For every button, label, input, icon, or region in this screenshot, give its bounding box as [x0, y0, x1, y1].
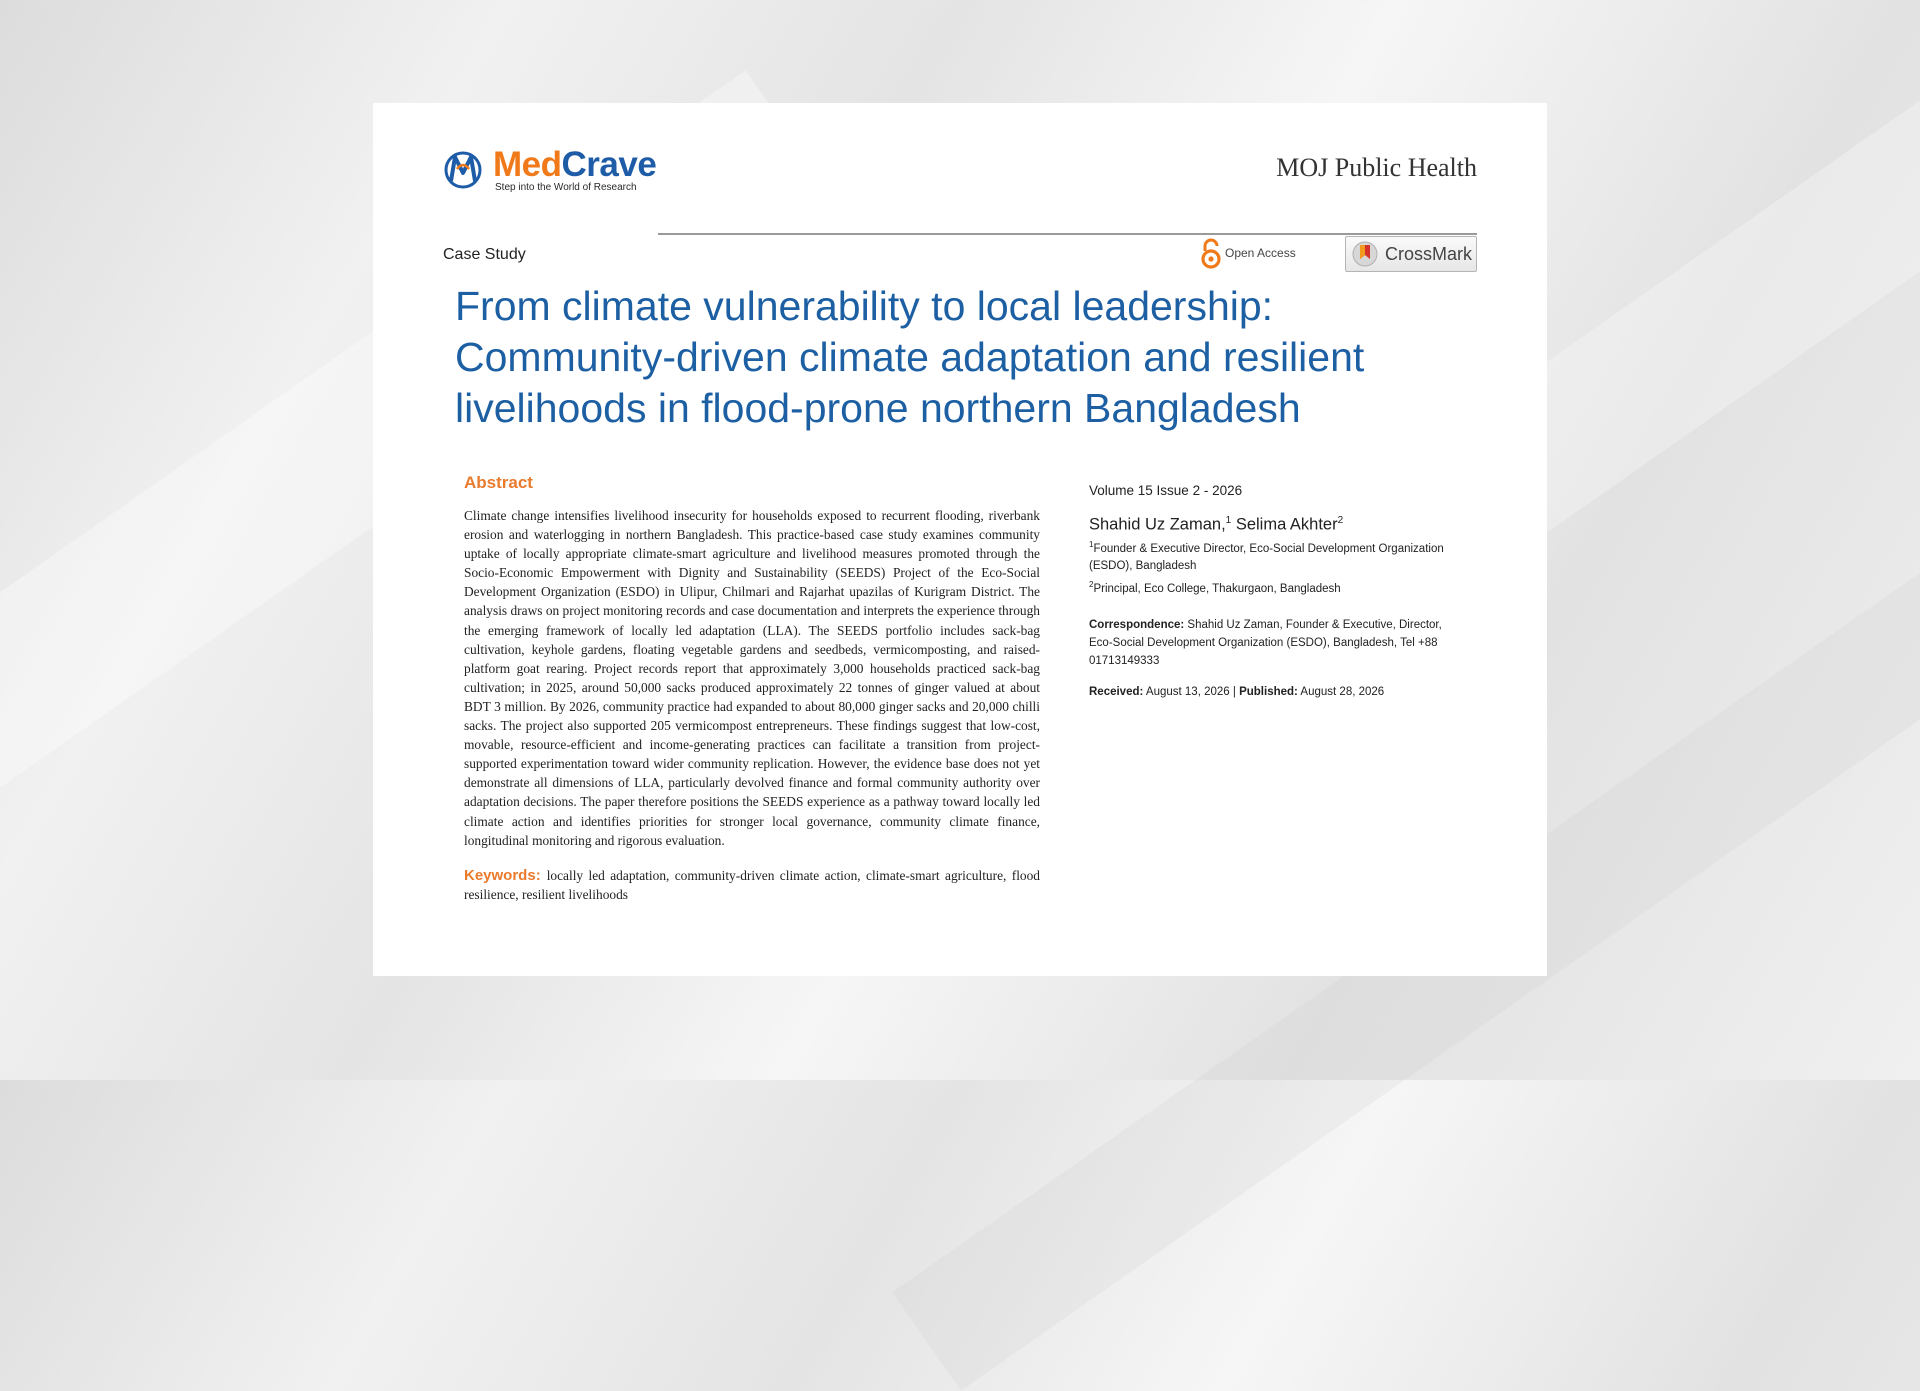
abstract-section: [464, 473, 1040, 904]
keywords-label: Keywords:: [464, 866, 541, 884]
medcrave-logo-icon: [443, 149, 483, 189]
open-access-label: Open Access: [1225, 246, 1296, 260]
open-access-badge[interactable]: [1201, 237, 1296, 269]
affiliation-text: Principal, Eco College, Thakurgaon, Bangladesh: [1093, 583, 1341, 596]
journal-header: [443, 147, 1477, 197]
title-line: From climate vulnerability to local leadership:: [455, 283, 1274, 329]
published-label: Published:: [1239, 686, 1298, 699]
logo-brand-crave: Crave: [561, 145, 657, 184]
author-affiliation-mark: 1: [1225, 515, 1232, 526]
abstract-heading: Abstract: [464, 473, 533, 492]
header-divider: [658, 233, 1477, 235]
journal-name: MOJ Public Health: [1276, 153, 1477, 182]
logo-brand: [493, 147, 656, 182]
correspondence-text: Shahid Uz Zaman, Founder & Executive, Director, Eco-Social Development Organization (ESDO), Bangladesh, Tel +88 01713149333: [1089, 619, 1442, 668]
date-separator: |: [1232, 686, 1236, 699]
logo-brand-med: Med: [493, 145, 562, 184]
affiliation-text: Founder & Executive Director, Eco-Social Development Organization (ESDO), Bangladesh: [1089, 542, 1444, 573]
correspondence: [1089, 616, 1449, 670]
published-date: August 28, 2026: [1300, 686, 1385, 699]
author-list: [1089, 515, 1449, 535]
article-type: Case Study: [443, 246, 526, 263]
correspondence-label: Correspondence:: [1089, 619, 1185, 632]
affiliation: [1089, 536, 1449, 576]
affiliation-mark: 2: [1089, 580, 1094, 590]
title-line: Community-driven climate adaptation and resilient: [455, 334, 1365, 380]
crossmark-icon: [1352, 241, 1378, 267]
crossmark-label: CrossMark: [1385, 243, 1473, 264]
volume-issue: Volume 15 Issue 2 - 2026: [1089, 483, 1243, 498]
paper-page: [373, 103, 1547, 976]
medcrave-logo[interactable]: [443, 147, 656, 193]
author-affiliation-mark: 2: [1337, 515, 1344, 526]
article-metadata: [1089, 483, 1449, 698]
affiliation: [1089, 576, 1449, 598]
received-label: Received:: [1089, 686, 1144, 699]
keywords: [464, 866, 1040, 904]
logo-tagline: Step into the World of Research: [495, 182, 637, 193]
received-date: August 13, 2026: [1145, 686, 1230, 699]
crossmark-button[interactable]: [1345, 236, 1477, 272]
abstract-body: Climate change intensifies livelihood insecurity for households exposed to recurrent flooding, riverbank erosion and waterlogging in northern Bangladesh. This practice-based case study examines community uptake of locally appropriate climate-smart agriculture and livelihood measures promoted through the Socio-Economic Empowerment with Dignity and Sustainability (SEEDS) Project of the Eco-Social Development Organization (ESDO) in Ulipur, Chilmari and Rajarhat upazilas of Kurigram District. The analysis draws on project monitoring records and case documentation and interprets the experience through the emerging framework of locally led adaptation (LLA). The SEEDS portfolio includes sack-bag cultivation, keyhole gardens, floating vegetable gardens and seedbeds, vermicomposting, and raised-platform goat rearing. Project records report that approximately 3,000 households practiced sack-bag cultivation; in 2025, around 50,000 sacks produced approximately 22 tonnes of ginger valued at about BDT 3 million. By 2026, community practice had expanded to about 80,000 ginger sacks and 20,000 chilli sacks. The project also supported 205 vermicompost entrepreneurs. These findings suggest that low-cost, movable, resource-efficient and income-generating practices can facilitate a transition from project-supported experimentation toward wider community replication. However, the evidence base does not yet demonstrate all dimensions of LLA, particularly devolved finance and formal community authority over adaptation decisions. The paper therefore positions the SEEDS experience as a pathway toward locally led climate action and identifies priorities for stronger local governance, community climate finance, longitudinal monitoring and rigorous evaluation.: [464, 508, 1040, 848]
title-line: livelihoods in flood-prone northern Bangladesh: [455, 385, 1301, 431]
open-access-lock-icon: [1201, 237, 1221, 269]
affiliation-mark: 1: [1089, 539, 1094, 549]
keywords-list: locally led adaptation, community-driven climate action, climate-smart agriculture, flood resilience, resilient livelihoods: [464, 867, 1040, 902]
article-title: [455, 281, 1455, 434]
author-name[interactable]: Shahid Uz Zaman,: [1089, 515, 1226, 534]
publication-dates: [1089, 686, 1449, 698]
author-name[interactable]: Selima Akhter: [1235, 515, 1338, 534]
